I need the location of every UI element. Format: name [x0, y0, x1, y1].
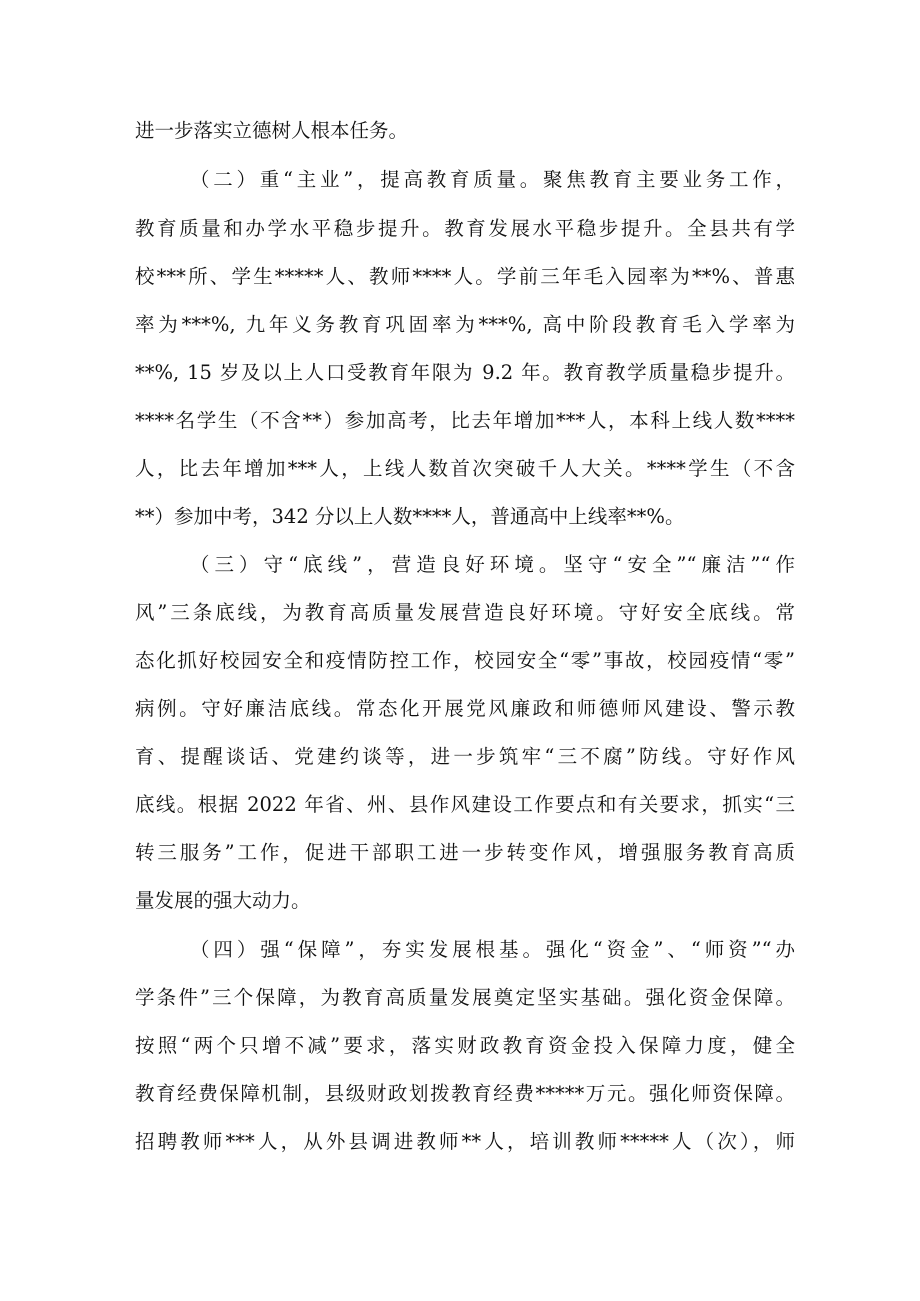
section-heading-line: （四）强“保障”，夯实发展根基。强化“资金”、“师资”“办	[190, 938, 795, 961]
paragraph-line: **%, 15 岁及以上人口受教育年限为 9.2 年。教育教学质量稳步提升。	[135, 361, 795, 384]
paragraph-line: 风”三条底线，为教育高质量发展营造良好环境。守好安全底线。常	[135, 601, 795, 624]
paragraph-line: **）参加中考，342 分以上人数****人，普通高中上线率**%。	[135, 505, 685, 528]
paragraph-line: 转三服务”工作，促进干部职工进一步转变作风，增强服务教育高质	[135, 841, 795, 864]
paragraph-line: 校***所、学生*****人、教师****人。学前三年毛入园率为**%、普惠	[135, 265, 795, 288]
paragraph-line: 育、提醒谈话、党建约谈等，进一步筑牢“三不腐”防线。守好作风	[135, 745, 795, 768]
paragraph-line: 病例。守好廉洁底线。常态化开展党风廉政和师德师风建设、警示教	[135, 697, 795, 720]
section-heading-line: （三）守“底线”，营造良好环境。坚守“安全”“廉洁”“作	[190, 553, 795, 576]
section-heading-line: （二）重“主业”，提高教育质量。聚焦教育主要业务工作，	[190, 168, 795, 191]
paragraph-line: 进一步落实立德树人根本任务。	[135, 119, 409, 142]
paragraph-line: ****名学生（不含**）参加高考，比去年增加***人，本科上线人数****	[135, 409, 795, 432]
paragraph-line: 率为***%, 九年义务教育巩固率为***%, 高中阶段教育毛入学率为	[135, 313, 795, 336]
paragraph-line: 教育质量和办学水平稳步提升。教育发展水平稳步提升。全县共有学	[135, 217, 795, 240]
paragraph-line: 人，比去年增加***人，上线人数首次突破千人大关。****学生（不含	[135, 457, 795, 480]
paragraph-line: 教育经费保障机制，县级财政划拨教育经费*****万元。强化师资保障。	[135, 1082, 795, 1105]
paragraph-line: 招聘教师***人，从外县调进教师**人，培训教师*****人（次），师	[135, 1130, 795, 1153]
paragraph-line: 学条件”三个保障，为教育高质量发展奠定坚实基础。强化资金保障。	[135, 986, 795, 1009]
paragraph-line: 底线。根据 2022 年省、州、县作风建设工作要点和有关要求，抓实“三	[135, 793, 795, 816]
paragraph-line: 量发展的强大动力。	[135, 889, 311, 912]
paragraph-line: 按照“两个只增不减”要求，落实财政教育资金投入保障力度，健全	[135, 1034, 795, 1057]
paragraph-line: 态化抓好校园安全和疫情防控工作，校园安全“零”事故，校园疫情“零”	[135, 649, 795, 672]
